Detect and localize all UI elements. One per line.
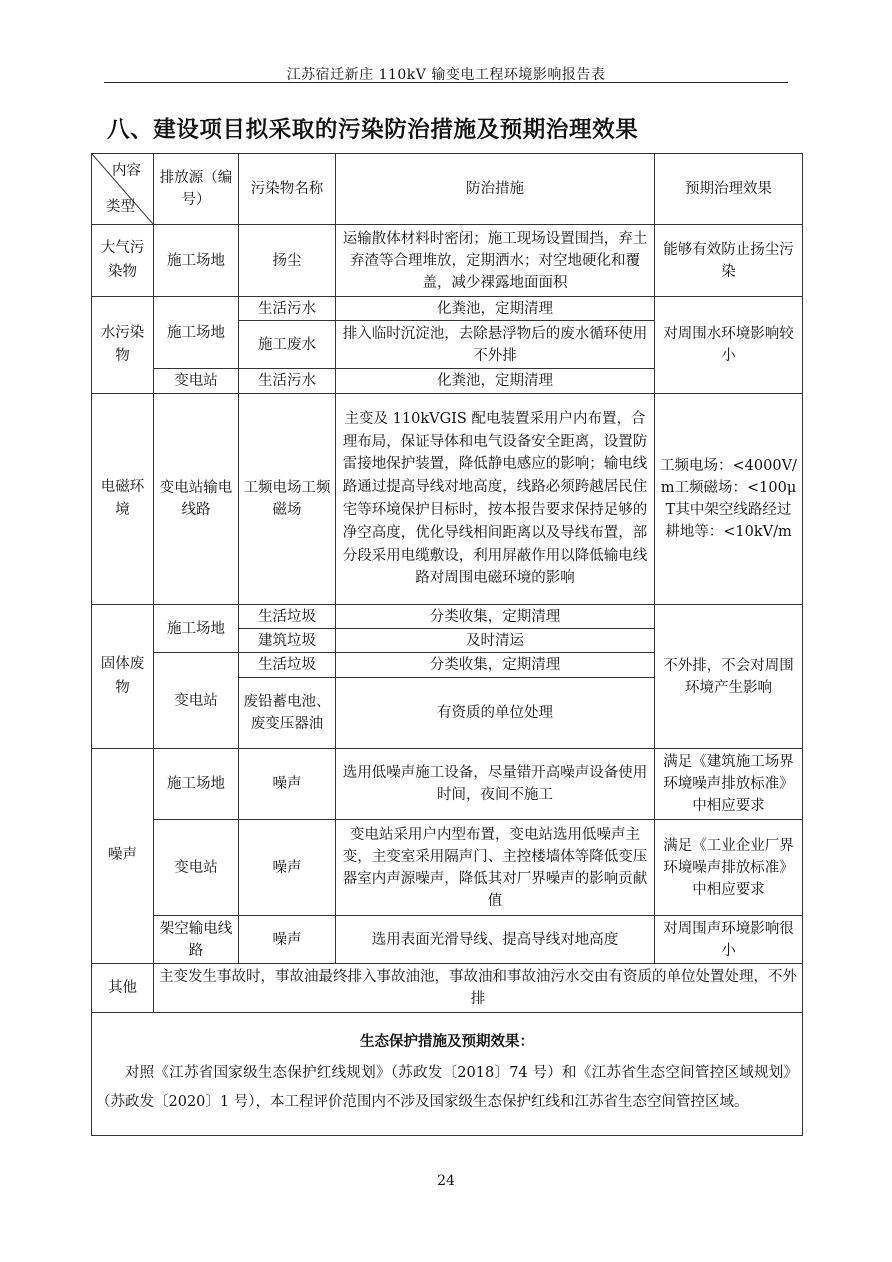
- pollutant-cell: 噪声: [239, 916, 336, 964]
- pollutant-cell: 工频电场工频磁场: [239, 394, 336, 605]
- table-row: [92, 916, 803, 964]
- measures-cell: 运输散体材料时密闭；施工现场设置围挡，弃土弃渣等合理堆放，定期洒水；对空地硬化和覆盖，减少裸露地面面积: [336, 225, 655, 297]
- pollutant-cell: 生活垃圾: [239, 605, 336, 629]
- source-cell: 变电站: [154, 369, 239, 394]
- effect-cell: 能够有效防止扬尘污染: [655, 225, 803, 297]
- type-other: 其他: [92, 964, 154, 1013]
- eco-body: 对照《江苏省国家级生态保护红线规划》（苏政发〔2018〕74 号）和《江苏省生态空间管控区域规划》（苏政发〔2020〕1 号），本工程评价范围内不涉及国家级生态保护红线和江苏省生态空间管控区域。: [96, 1064, 798, 1110]
- type-air: 大气污染物: [92, 225, 154, 297]
- source-cell: 施工场地: [154, 605, 239, 653]
- header-measures: 防治措施: [336, 154, 655, 225]
- type-em: 电磁环境: [92, 394, 154, 605]
- header-content-label: 内容: [112, 163, 141, 179]
- pollutant-cell: 施工废水: [239, 321, 336, 369]
- measures-cell: 化粪池，定期清理: [336, 369, 655, 394]
- table-row: [92, 605, 803, 629]
- page-number: 24: [437, 1173, 455, 1189]
- type-noise: 噪声: [92, 749, 154, 964]
- type-solid: 固体废物: [92, 605, 154, 749]
- measures-cell: 选用表面光滑导线、提高导线对地高度: [336, 916, 655, 964]
- section-title: 八、建设项目拟采取的污染防治措施及预期治理效果: [107, 117, 639, 143]
- source-cell: 变电站输电线路: [154, 394, 239, 605]
- effect-cell: 满足《建筑施工场界环境噪声排放标准》中相应要求: [655, 749, 803, 820]
- source-cell: 变电站: [154, 820, 239, 916]
- source-cell: 架空输电线路: [154, 916, 239, 964]
- table-row: [92, 820, 803, 916]
- source-cell: 施工场地: [154, 297, 239, 369]
- effect-cell: 满足《工业企业厂界环境噪声排放标准》中相应要求: [655, 820, 803, 916]
- header-pollutant: 污染物名称: [239, 154, 336, 225]
- pollutant-cell: 废铅蓄电池、废变压器油: [239, 678, 336, 749]
- header-source: 排放源（编号）: [154, 154, 239, 225]
- other-text-cell: 主变发生事故时，事故油最终排入事故油池，事故油和事故油污水交由有资质的单位处置处理，不外排: [154, 964, 803, 1013]
- table-row: [92, 225, 803, 297]
- pollutant-cell: 生活污水: [239, 369, 336, 394]
- pollutant-cell: 噪声: [239, 820, 336, 916]
- measures-cell: 排入临时沉淀池，去除悬浮物后的废水循环使用不外排: [336, 321, 655, 369]
- effect-cell: 对周围声环境影响很小: [655, 916, 803, 964]
- header-type-label: 类型: [106, 199, 135, 215]
- diagonal-header-cell: [92, 154, 154, 225]
- source-cell: 变电站: [154, 653, 239, 749]
- table-row: [92, 964, 803, 1013]
- table-row: [92, 297, 803, 321]
- measures-cell: 分类收集，定期清理: [336, 605, 655, 629]
- effect-cell: 不外排，不会对周围环境产生影响: [655, 605, 803, 749]
- measures-cell: 及时清运: [336, 629, 655, 653]
- effect-cell: 工频电场：<4000V/m工频磁场：<100μT其中架空线路经过耕地等：<10kV/m: [655, 394, 803, 605]
- pollutant-cell: 生活垃圾: [239, 653, 336, 678]
- pollutant-cell: 建筑垃圾: [239, 629, 336, 653]
- pollutant-cell: 扬尘: [239, 225, 336, 297]
- header-divider: [104, 82, 788, 83]
- measures-cell: 分类收集，定期清理: [336, 653, 655, 678]
- table-row: [92, 749, 803, 820]
- measures-cell: 选用低噪声施工设备，尽量错开高噪声设备使用时间，夜间不施工: [336, 749, 655, 820]
- eco-protection-cell: [92, 1013, 803, 1136]
- effect-cell: 对周围水环境影响较小: [655, 297, 803, 394]
- measures-cell: 化粪池，定期清理: [336, 297, 655, 321]
- source-cell: 施工场地: [154, 225, 239, 297]
- pollution-measures-table: [91, 153, 803, 1136]
- table-row: [92, 394, 803, 605]
- page-header: 江苏宿迁新庄 110kV 输变电工程环境影响报告表: [286, 67, 606, 83]
- type-water: 水污染物: [92, 297, 154, 394]
- table-row: [92, 1013, 803, 1136]
- pollutant-cell: 生活污水: [239, 297, 336, 321]
- pollutant-cell: 噪声: [239, 749, 336, 820]
- header-effect: 预期治理效果: [655, 154, 803, 225]
- table-header-row: [92, 154, 803, 225]
- measures-cell: 有资质的单位处理: [336, 678, 655, 749]
- measures-cell: 变电站采用户内型布置，变电站选用低噪声主变，主变室采用隔声门、主控楼墙体等降低变压器室内声源噪声，降低其对厂界噪声的影响贡献值: [336, 820, 655, 916]
- eco-title: 生态保护措施及预期效果：: [360, 1033, 534, 1050]
- measures-cell: 主变及 110kVGIS 配电装置采用户内布置，合理布局，保证导体和电气设备安全距离，设置防雷接地保护装置，降低静电感应的影响；输电线路通过提高导线对地高度，线路必须跨越居民住宅等环境保护目标时，按本报告要求保持足够的净空高度，优化导线相间距离以及导线布置，部分段采用电缆敷设，利用屏蔽作用以降低输电线路对周围电磁环境的影响: [336, 394, 655, 605]
- source-cell: 施工场地: [154, 749, 239, 820]
